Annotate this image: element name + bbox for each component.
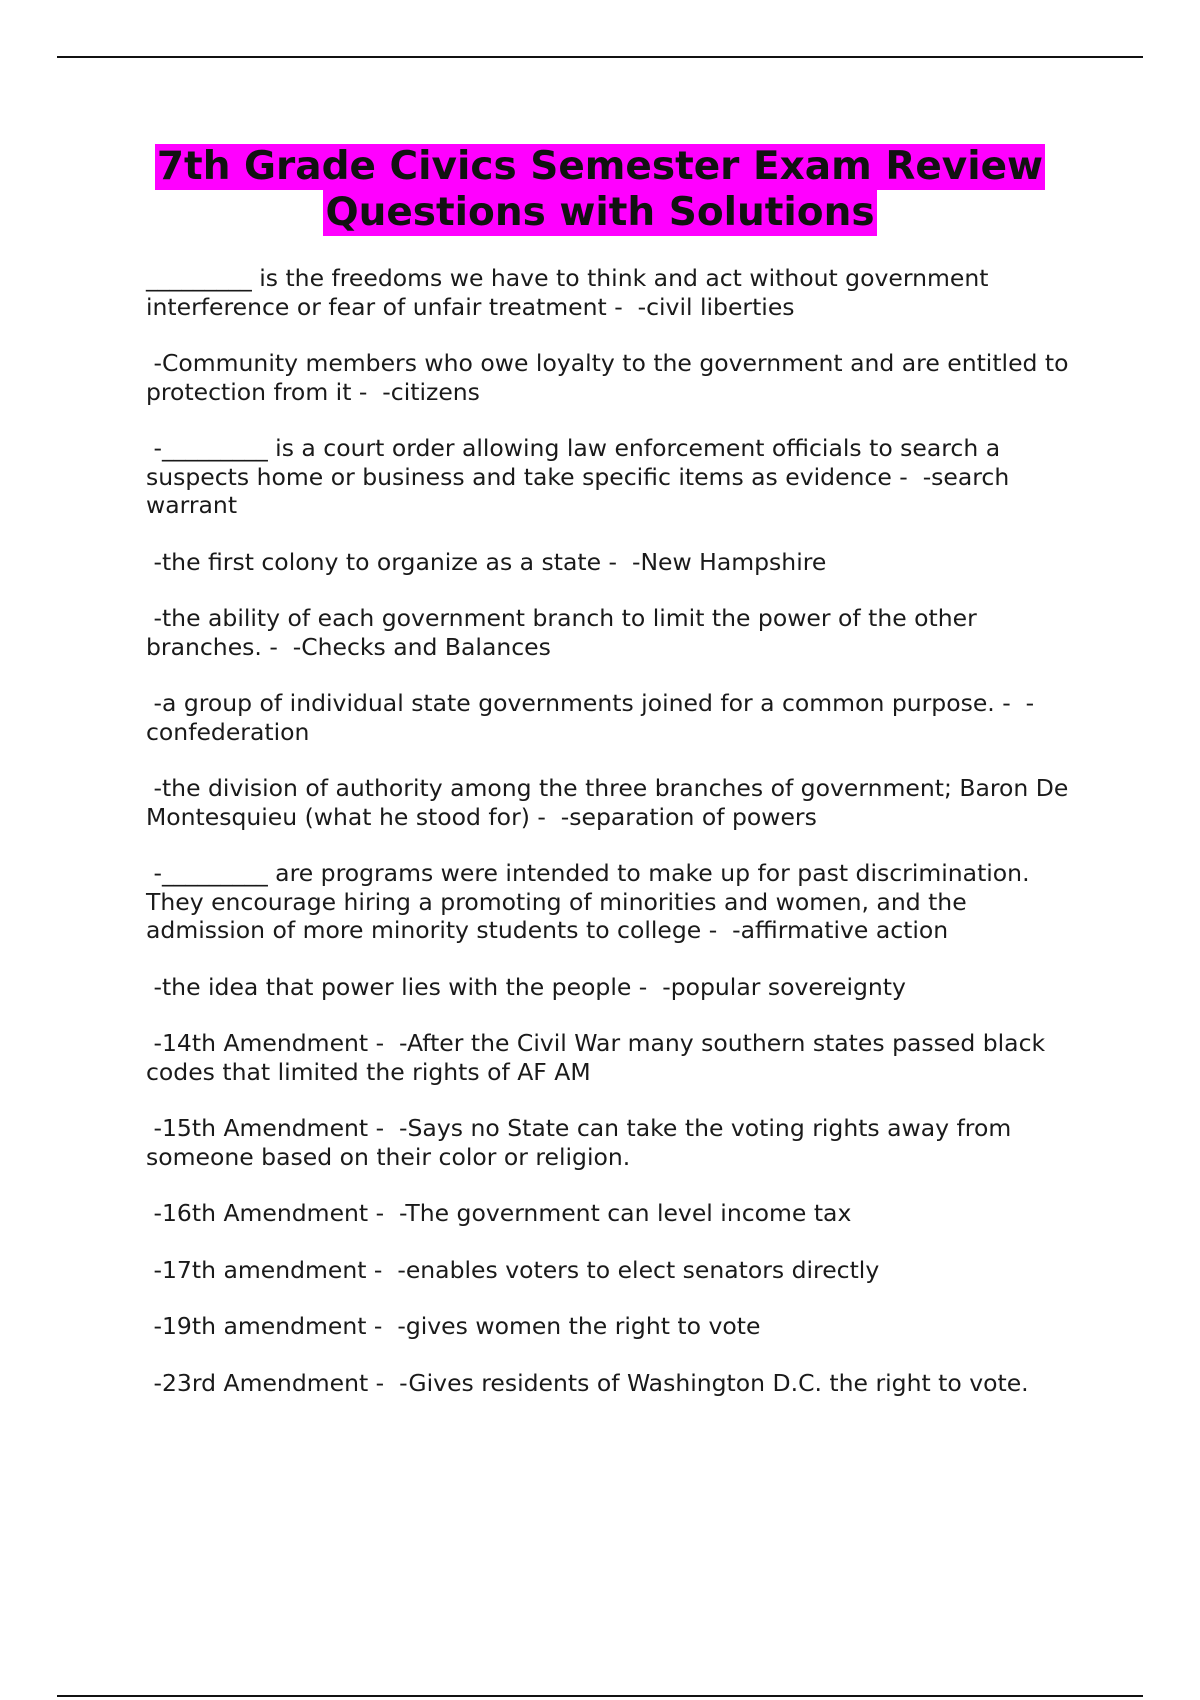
- qa-item: -14th Amendment - -After the Civil War many southern states passed black codes that limited the rights of AF AM: [146, 1029, 1053, 1086]
- qa-item: -16th Amendment - -The government can level income tax: [146, 1199, 852, 1227]
- qa-item: -the first colony to organize as a state - -New Hampshire: [146, 547, 827, 576]
- title-line-1: 7th Grade Civics Semester Exam Review: [156, 144, 1044, 189]
- qa-item: -the division of authority among the three branches of government; Baron De Montesquieu (what he stood for) - -separation of powers: [146, 774, 1076, 831]
- qa-item: -15th Amendment - -Says no State can take the voting rights away from someone based on their color or religion.: [146, 1114, 1019, 1171]
- qa-item: -Community members who owe loyalty to the government and are entitled to protection from it - -citizens: [146, 349, 1076, 406]
- qa-item: -_________ is a court order allowing law enforcement officials to search a suspects home or business and take specific items as evidence - -search warrant: [146, 434, 1017, 519]
- qa-item: -_________ are programs were intended to make up for past discrimination. They encourage hiring a promoting of minorities and women, and the admission of more minority students to college - -affirmative action: [146, 859, 1038, 944]
- title-line-2: Questions with Solutions: [325, 190, 875, 235]
- qa-item: -the ability of each government branch to limit the power of the other branches. - -Checks and Balances: [146, 604, 985, 661]
- document-title: [100, 144, 1100, 236]
- qa-list: [146, 264, 1086, 1425]
- qa-item: -a group of individual state governments joined for a common purpose. - -confederation: [146, 689, 1035, 746]
- qa-item: -19th amendment - -gives women the right to vote: [146, 1312, 761, 1340]
- qa-item: -17th amendment - -enables voters to elect senators directly: [146, 1255, 880, 1284]
- qa-item: -23rd Amendment - -Gives residents of Washington D.C. the right to vote.: [146, 1368, 1029, 1397]
- qa-item: _________ is the freedoms we have to think and act without government interference or fear of unfair treatment - -civil liberties: [146, 264, 996, 321]
- top-rule: [57, 56, 1143, 58]
- qa-item: -the idea that power lies with the people - -popular sovereignty: [146, 972, 906, 1001]
- bottom-rule: [57, 1695, 1143, 1697]
